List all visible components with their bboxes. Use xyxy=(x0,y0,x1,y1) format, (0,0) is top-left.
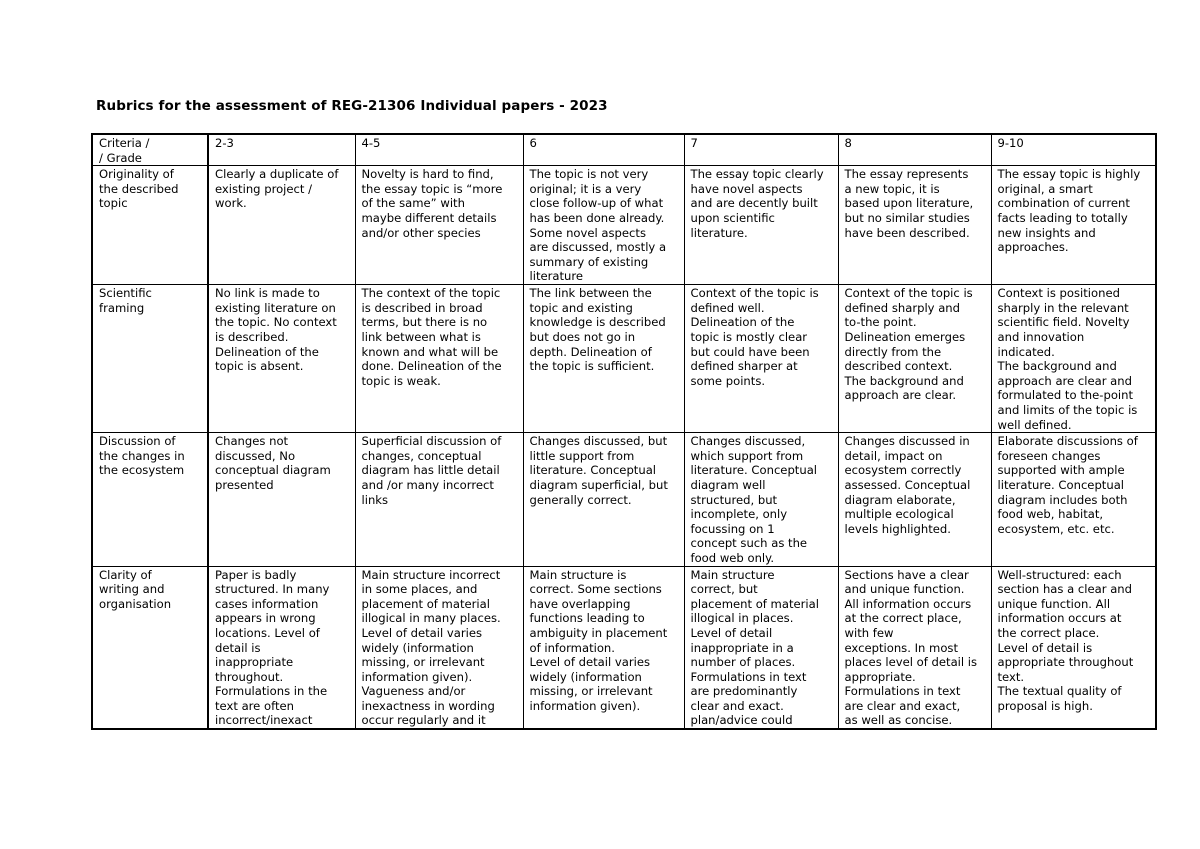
rubric-cell: Novelty is hard to find, the essay topic is “more of the same” with maybe different details and/or other species xyxy=(355,166,523,285)
table-header-row xyxy=(92,134,1156,166)
rubric-cell: Context is positioned sharply in the relevant scientific field. Novelty and innovation indicated. The background and approach are clear and formulated to the-point and limits of the topic is well defined. xyxy=(991,285,1156,433)
table-row xyxy=(92,433,1156,566)
table-row xyxy=(92,166,1156,285)
grade-header: 2-3 xyxy=(208,134,355,166)
criterion-label: Discussion of the changes in the ecosystem xyxy=(92,433,208,566)
rubric-cell: The essay topic is highly original, a smart combination of current facts leading to totally new insights and approaches. xyxy=(991,166,1156,285)
grade-header: 8 xyxy=(838,134,991,166)
rubric-cell: Main structure is correct. Some sections have overlapping functions leading to ambiguity in placement of information. Level of detail varies widely (information missing, or irrelevant information given). xyxy=(523,566,684,729)
criteria-grade-header: Criteria / / Grade xyxy=(92,134,208,166)
rubric-cell: Main structure correct, but placement of material illogical in places. Level of detail inappropriate in a number of places. Formulations in text are predominantly clear and exact. plan/advice could xyxy=(684,566,838,729)
criterion-label: Originality of the described topic xyxy=(92,166,208,285)
rubric-table xyxy=(91,133,1157,730)
grade-header: 7 xyxy=(684,134,838,166)
rubric-cell: Context of the topic is defined well. Delineation of the topic is mostly clear but could have been defined sharper at some points. xyxy=(684,285,838,433)
rubric-cell: Changes not discussed, No conceptual diagram presented xyxy=(208,433,355,566)
rubric-cell: Superficial discussion of changes, conceptual diagram has little detail and /or many incorrect links xyxy=(355,433,523,566)
rubric-cell: The link between the topic and existing knowledge is described but does not go in depth. Delineation of the topic is sufficient. xyxy=(523,285,684,433)
rubric-cell: Sections have a clear and unique function. All information occurs at the correct place, with few exceptions. In most places level of detail is appropriate. Formulations in text are clear and exact, as well as concise. xyxy=(838,566,991,729)
table-row xyxy=(92,566,1156,729)
document-title: Rubrics for the assessment of REG-21306 Individual papers - 2023 xyxy=(96,98,608,114)
rubric-cell: The essay topic clearly have novel aspects and are decently built upon scientific literature. xyxy=(684,166,838,285)
rubric-cell: Paper is badly structured. In many cases information appears in wrong locations. Level of detail is inappropriate throughout. Formulations in the text are often incorrect/inexact xyxy=(208,566,355,729)
criterion-label: Scientific framing xyxy=(92,285,208,433)
grade-header: 6 xyxy=(523,134,684,166)
rubric-cell: Changes discussed, which support from literature. Conceptual diagram well structured, but incomplete, only focussing on 1 concept such as the food web only. xyxy=(684,433,838,566)
rubric-cell: Main structure incorrect in some places, and placement of material illogical in many places. Level of detail varies widely (information missing, or irrelevant information given). Vagueness and/or inexactness in wording occur regularly and it xyxy=(355,566,523,729)
grade-header: 9-10 xyxy=(991,134,1156,166)
rubric-cell: Changes discussed in detail, impact on ecosystem correctly assessed. Conceptual diagram elaborate, multiple ecological levels highlighted. xyxy=(838,433,991,566)
rubric-cell: The context of the topic is described in broad terms, but there is no link between what is known and what will be done. Delineation of the topic is weak. xyxy=(355,285,523,433)
rubric-cell: The essay represents a new topic, it is based upon literature, but no similar studies have been described. xyxy=(838,166,991,285)
rubric-cell: The topic is not very original; it is a very close follow-up of what has been done already. Some novel aspects are discussed, mostly a summary of existing literature xyxy=(523,166,684,285)
grade-header: 4-5 xyxy=(355,134,523,166)
table-row xyxy=(92,285,1156,433)
rubric-cell: Elaborate discussions of foreseen changes supported with ample literature. Conceptual diagram includes both food web, habitat, ecosystem, etc. etc. xyxy=(991,433,1156,566)
criterion-label: Clarity of writing and organisation xyxy=(92,566,208,729)
rubric-cell: No link is made to existing literature on the topic. No context is described. Delineation of the topic is absent. xyxy=(208,285,355,433)
rubric-cell: Well-structured: each section has a clear and unique function. All information occurs at the correct place. Level of detail is appropriate throughout text. The textual quality of proposal is high. xyxy=(991,566,1156,729)
rubric-cell: Changes discussed, but little support from literature. Conceptual diagram superficial, but generally correct. xyxy=(523,433,684,566)
rubric-cell: Clearly a duplicate of existing project / work. xyxy=(208,166,355,285)
rubric-cell: Context of the topic is defined sharply and to-the point. Delineation emerges directly from the described context. The background and approach are clear. xyxy=(838,285,991,433)
